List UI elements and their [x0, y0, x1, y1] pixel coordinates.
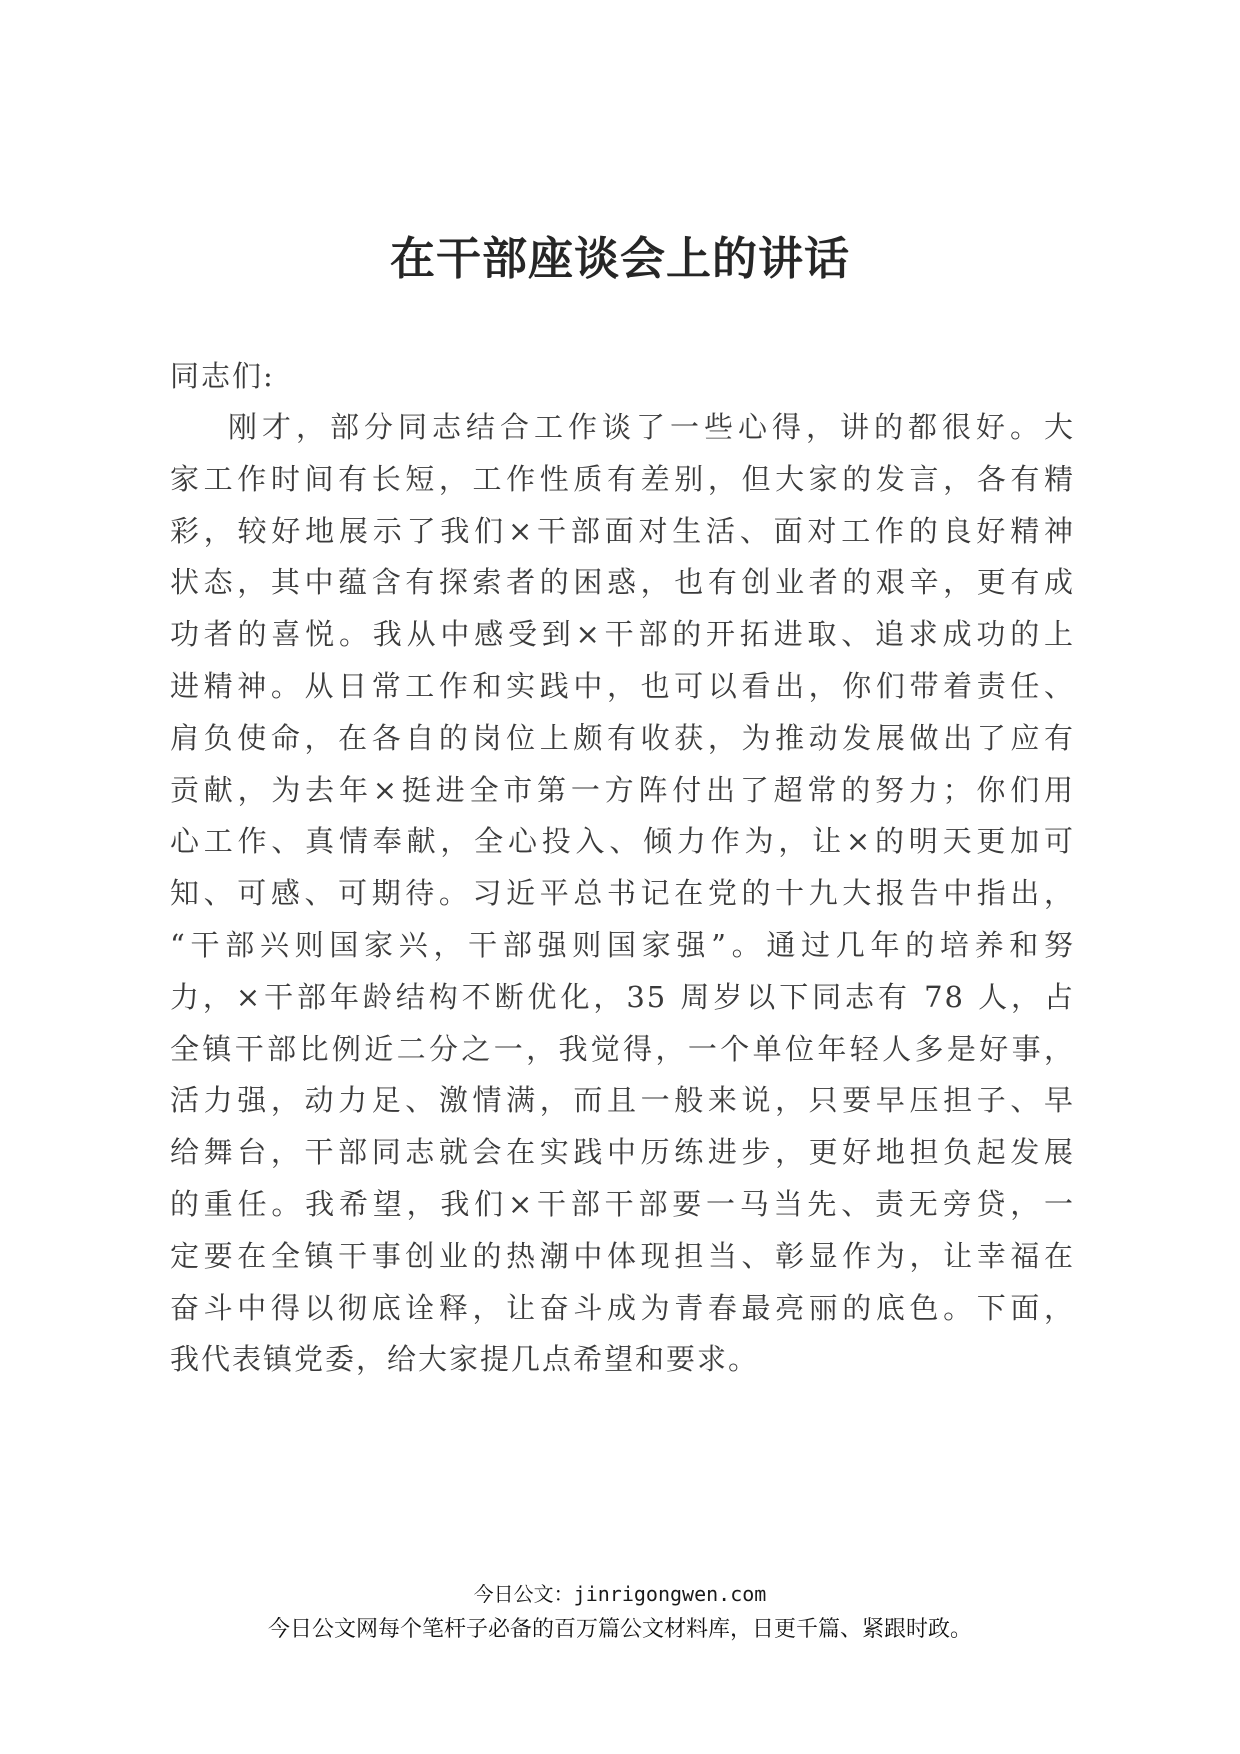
body-line: 彩，较好地展示了我们×干部面对生活、面对工作的良好精神: [170, 514, 1075, 548]
body-line: 肩负使命，在各自的岗位上颇有收获，为推动发展做出了应有: [170, 721, 1075, 755]
body-line: 家工作时间有长短，工作性质有差别，但大家的发言，各有精: [170, 462, 1075, 496]
footer-slogan: 今日公文网每个笔杆子必备的百万篇公文材料库，日更千篇、紧跟时政。: [267, 1617, 972, 1642]
body-line: 的重任。我希望，我们×干部干部要一马当先、责无旁贷，一: [170, 1187, 1075, 1221]
body-line: 给舞台，干部同志就会在实践中历练进步，更好地担负起发展: [170, 1135, 1075, 1169]
body-line: 知、可感、可期待。习近平总书记在党的十九大报告中指出，: [170, 876, 1075, 910]
document-title: 在干部座谈会上的讲话: [389, 232, 850, 285]
body-line: 进精神。从日常工作和实践中，也可以看出，你们带着责任、: [170, 669, 1075, 703]
body-line: 我代表镇党委，给大家提几点希望和要求。: [170, 1342, 760, 1376]
body-line: 刚才，部分同志结合工作谈了一些心得，讲的都很好。大: [228, 410, 1075, 444]
body-line: 全镇干部比例近二分之一，我觉得，一个单位年轻人多是好事，: [170, 1032, 1075, 1066]
greeting: 同志们:: [170, 359, 275, 393]
body-line: 心工作、真情奉献，全心投入、倾力作为，让×的明天更加可: [170, 824, 1075, 858]
footer-source-label: 今日公文：: [473, 1582, 574, 1606]
footer-source: [0, 1578, 1240, 1607]
body-line: 力，×干部年龄结构不断优化，35 周岁以下同志有 78 人，占: [170, 980, 1075, 1014]
footer-source-url[interactable]: jinrigongwen.com: [573, 1582, 767, 1606]
body-line: 功者的喜悦。我从中感受到×干部的开拓进取、追求成功的上: [170, 617, 1075, 651]
body-line: 定要在全镇干事创业的热潮中体现担当、彰显作为，让幸福在: [170, 1239, 1075, 1273]
body-line: “干部兴则国家兴，干部强则国家强”。通过几年的培养和努: [170, 928, 1075, 962]
body-line: 奋斗中得以彻底诠释，让奋斗成为青春最亮丽的底色。下面，: [170, 1291, 1075, 1325]
body-line: 贡献，为去年×挺进全市第一方阵付出了超常的努力；你们用: [170, 773, 1075, 807]
body-line: 状态，其中蕴含有探索者的困惑，也有创业者的艰辛，更有成: [170, 565, 1075, 599]
body-line: 活力强，动力足、激情满，而且一般来说，只要早压担子、早: [170, 1083, 1075, 1117]
